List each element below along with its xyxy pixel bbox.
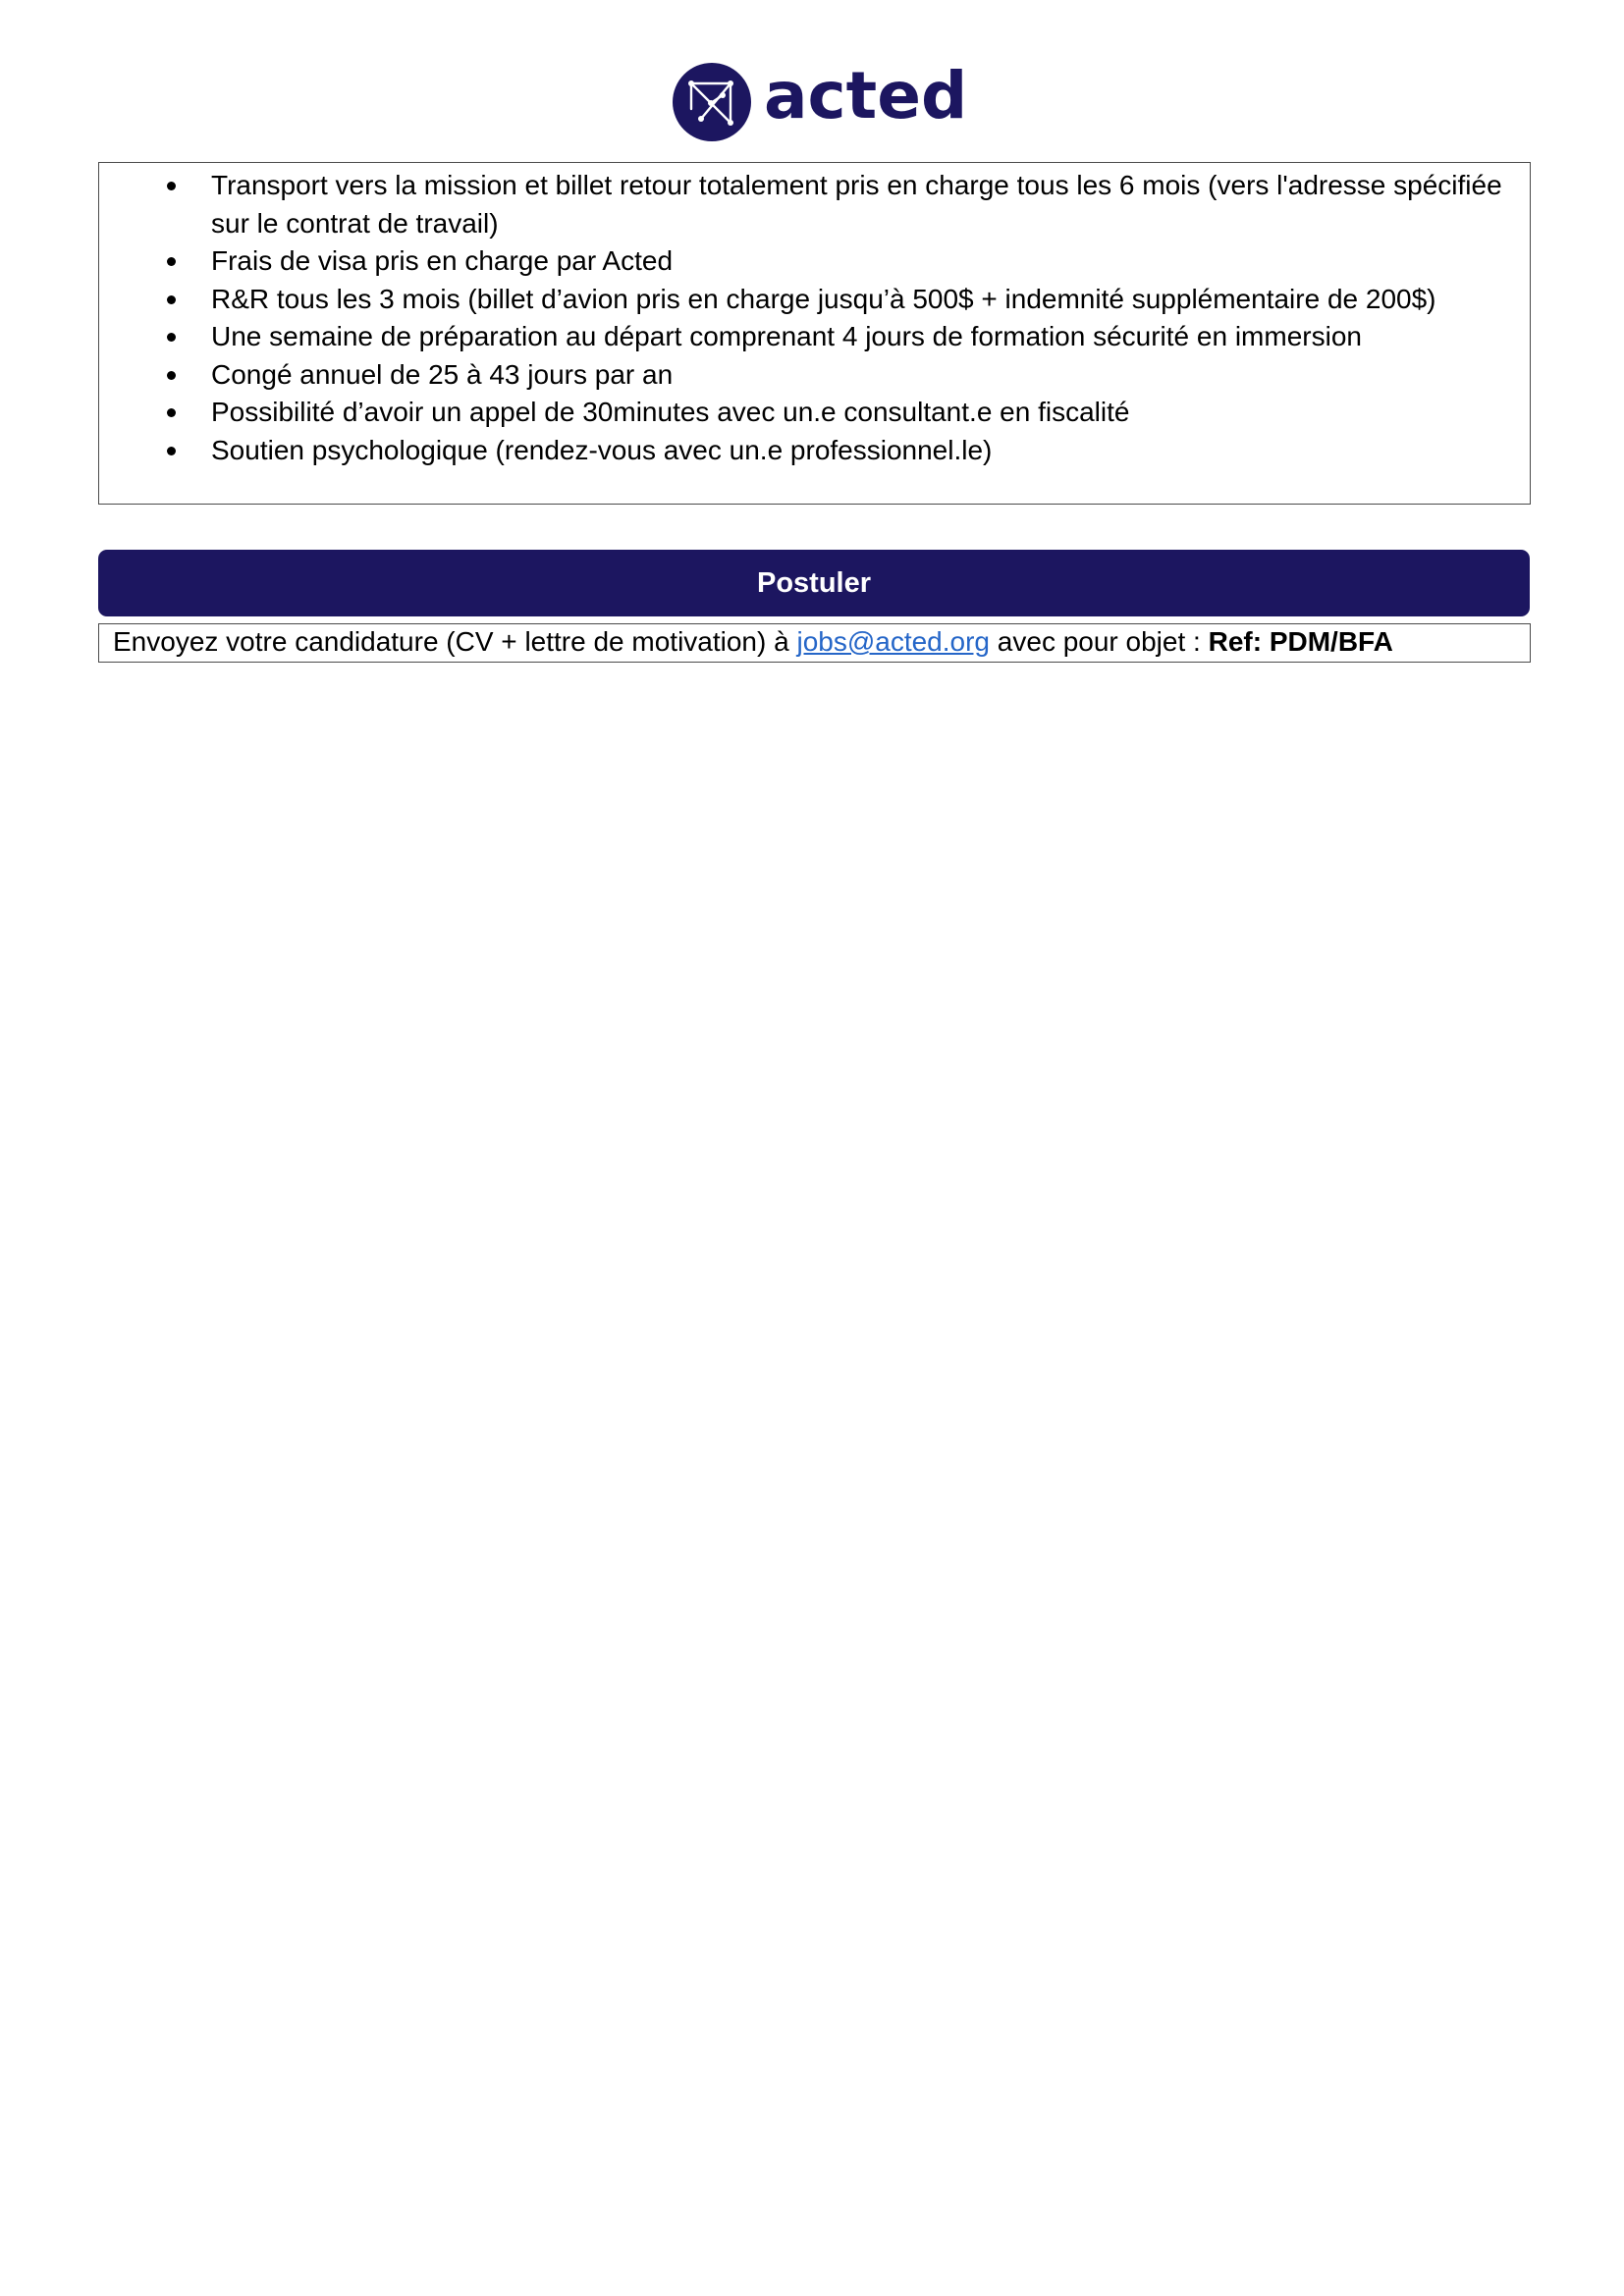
list-item-text: Possibilité d’avoir un appel de 30minutes avec un.e consultant.e en fiscalité bbox=[211, 397, 1130, 427]
list-item bbox=[99, 432, 1530, 470]
list-item bbox=[99, 356, 1530, 395]
acted-logo-text: acted bbox=[764, 58, 968, 133]
benefits-box bbox=[98, 162, 1531, 505]
list-item-text: Transport vers la mission et billet retour totalement pris en charge tous les 6 mois (vers l'adresse spécifiée sur le contrat de travail) bbox=[211, 170, 1502, 239]
benefits-list bbox=[99, 167, 1530, 469]
reference-code: Ref: PDM/BFA bbox=[1208, 626, 1393, 657]
list-item-text: Frais de visa pris en charge par Acted bbox=[211, 245, 674, 276]
list-item-text: Une semaine de préparation au départ comprenant 4 jours de formation sécurité en immersion bbox=[211, 321, 1362, 351]
apply-instructions bbox=[98, 623, 1531, 663]
apply-text-after: avec pour objet : bbox=[990, 626, 1209, 657]
bullet-icon bbox=[167, 408, 176, 417]
list-item bbox=[99, 394, 1530, 432]
bullet-icon bbox=[167, 371, 176, 380]
list-item bbox=[99, 242, 1530, 281]
acted-logo-icon bbox=[672, 62, 752, 142]
apply-heading: Postuler bbox=[756, 566, 872, 599]
list-item-text: Congé annuel de 25 à 43 jours par an bbox=[211, 358, 674, 390]
list-item bbox=[99, 167, 1530, 242]
acted-logo bbox=[672, 58, 968, 143]
bullet-icon bbox=[167, 333, 176, 342]
list-item bbox=[99, 318, 1530, 356]
bullet-icon bbox=[167, 257, 176, 266]
list-item-text: Soutien psychologique (rendez-vous avec un.e professionnel.le) bbox=[211, 434, 993, 465]
bullet-icon bbox=[167, 182, 176, 190]
list-item bbox=[99, 281, 1530, 319]
apply-section-header bbox=[98, 550, 1530, 616]
bullet-icon bbox=[167, 447, 176, 455]
list-item-text: R&R tous les 3 mois (billet d’avion pris en charge jusqu’à 500$ + indemnité supplémentaire de 200$) bbox=[211, 283, 1436, 314]
email-link[interactable]: jobs@acted.org bbox=[796, 626, 991, 657]
bullet-icon bbox=[167, 295, 176, 304]
apply-text-before: Envoyez votre candidature (CV + lettre de motivation) à bbox=[113, 626, 797, 657]
